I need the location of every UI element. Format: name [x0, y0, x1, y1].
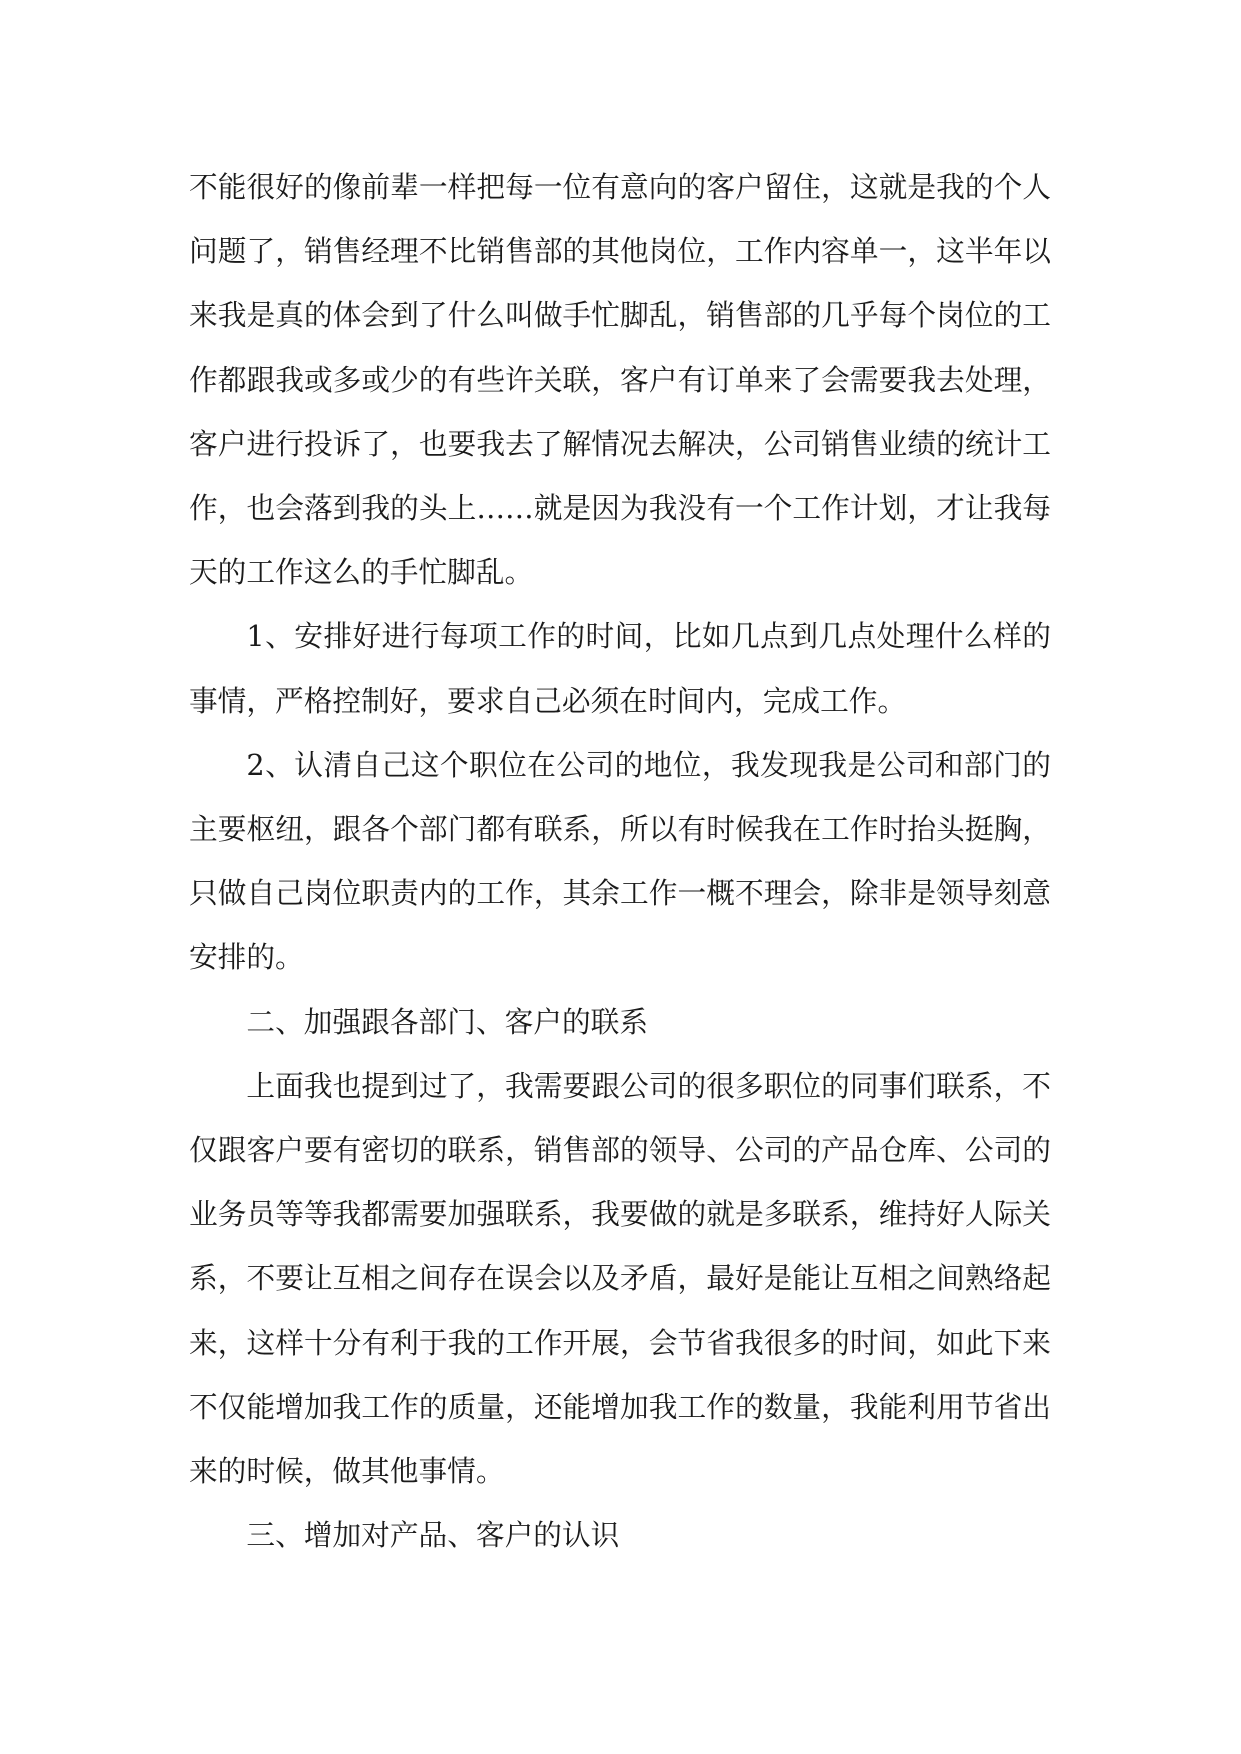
paragraph-point-2: 2、认清自己这个职位在公司的地位，我发现我是公司和部门的主要枢纽，跟各个部门都有联系，所以有时候我在工作时抬头挺胸，只做自己岗位职责内的工作，其余工作一概不理会，除非是领导刻意安排的。 — [189, 747, 1051, 975]
section-heading-2: 二、加强跟各部门、客户的联系 — [246, 1004, 649, 1039]
paragraph-point-1: 1、安排好进行每项工作的时间，比如几点到几点处理什么样的事情，严格控制好，要求自己必须在时间内，完成工作。 — [189, 619, 1051, 718]
paragraph-intro: 不能很好的像前辈一样把每一位有意向的客户留住，这就是我的个人问题了，销售经理不比销售部的其他岗位，工作内容单一，这半年以来我是真的体会到了什么叫做手忙脚乱，销售部的几乎每个岗位的工作都跟我或多或少的有些许关联，客户有订单来了会需要我去处理，客户进行投诉了，也要我去了解情况去解决，公司销售业绩的统计工作，也会落到我的头上……就是因为我没有一个工作计划，才让我每天的工作这么的手忙脚乱。 — [189, 170, 1051, 590]
paragraph-contact: 上面我也提到过了，我需要跟公司的很多职位的同事们联系，不仅跟客户要有密切的联系，销售部的领导、公司的产品仓库、公司的业务员等等我都需要加强联系，我要做的就是多联系，维持好人际关系，不要让互相之间存在误会以及矛盾，最好是能让互相之间熟络起来，这样十分有利于我的工作开展，会节省我很多的时间，如此下来不仅能增加我工作的质量，还能增加我工作的数量，我能利用节省出来的时候，做其他事情。 — [189, 1068, 1051, 1489]
document-body — [189, 155, 1051, 1567]
section-heading-3: 三、增加对产品、客户的认识 — [246, 1518, 620, 1553]
